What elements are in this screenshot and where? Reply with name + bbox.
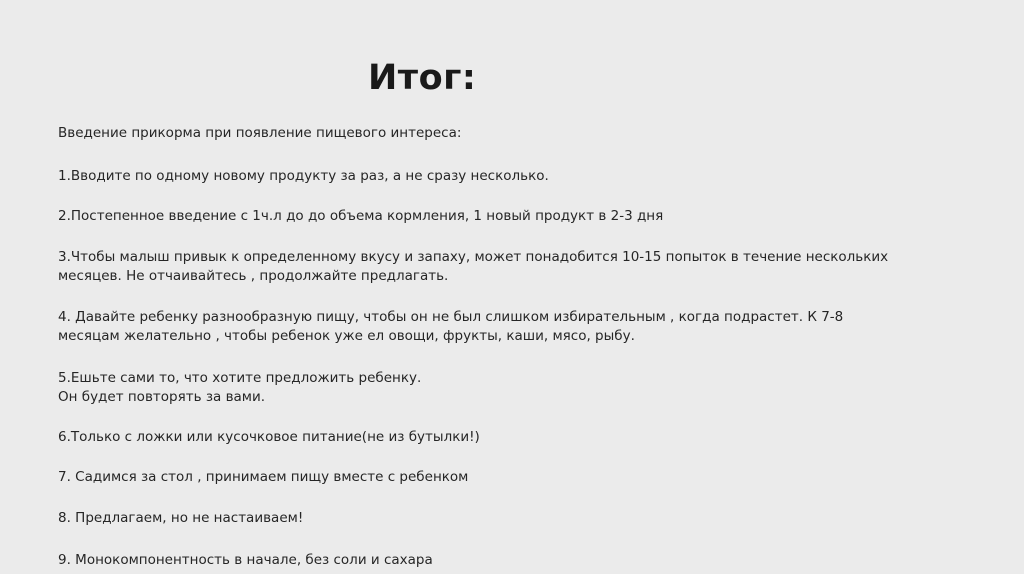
list-item-3-line-1: 3.Чтобы малыш привык к определенному вкусу и запаху, может понадобится 10-15 попыток в течение нескольких: [58, 249, 889, 265]
list-item-9: [58, 551, 433, 570]
list-item-6-line-1: 6.Только с ложки или кусочковое питание(не из бутылки!): [58, 429, 480, 445]
list-item-2: [58, 207, 663, 226]
list-item-9-line-1: 9. Монокомпонентность в начале, без соли и сахара: [58, 552, 433, 568]
list-item-3: [58, 248, 888, 286]
list-item-5-line-1: 5.Ешьте сами то, что хотите предложить ребенку.: [58, 370, 422, 386]
list-item-5-line-2: Он будет повторять за вами.: [58, 389, 266, 405]
list-item-3-line-2: месяцев. Не отчаивайтесь , продолжайте предлагать.: [58, 268, 449, 284]
list-item-7: [58, 468, 468, 487]
list-item-4-line-1: 4. Давайте ребенку разнообразную пищу, чтобы он не был слишком избирательным , когда подрастет. К 7-8: [58, 309, 844, 325]
list-item-8: [58, 509, 303, 528]
list-item-1: [58, 167, 549, 186]
list-item-8-line-1: 8. Предлагаем, но не настаиваем!: [58, 510, 304, 526]
list-item-7-line-1: 7. Садимся за стол , принимаем пищу вместе с ребенком: [58, 469, 469, 485]
list-item-1-line-1: 1.Вводите по одному новому продукту за раз, а не сразу несколько.: [58, 168, 549, 184]
list-item-4-line-2: месяцам желательно , чтобы ребенок уже ел овощи, фрукты, каши, мясо, рыбу.: [58, 328, 635, 344]
list-item-2-line-1: 2.Постепенное введение с 1ч.л до до объема кормления, 1 новый продукт в 2-3 дня: [58, 208, 664, 224]
list-item-4: [58, 308, 888, 346]
slide-title: Итог:: [368, 58, 477, 98]
intro-text: Введение прикорма при появление пищевого интереса:: [58, 125, 462, 141]
list-item-6: [58, 428, 480, 447]
list-item-5: [58, 369, 421, 407]
